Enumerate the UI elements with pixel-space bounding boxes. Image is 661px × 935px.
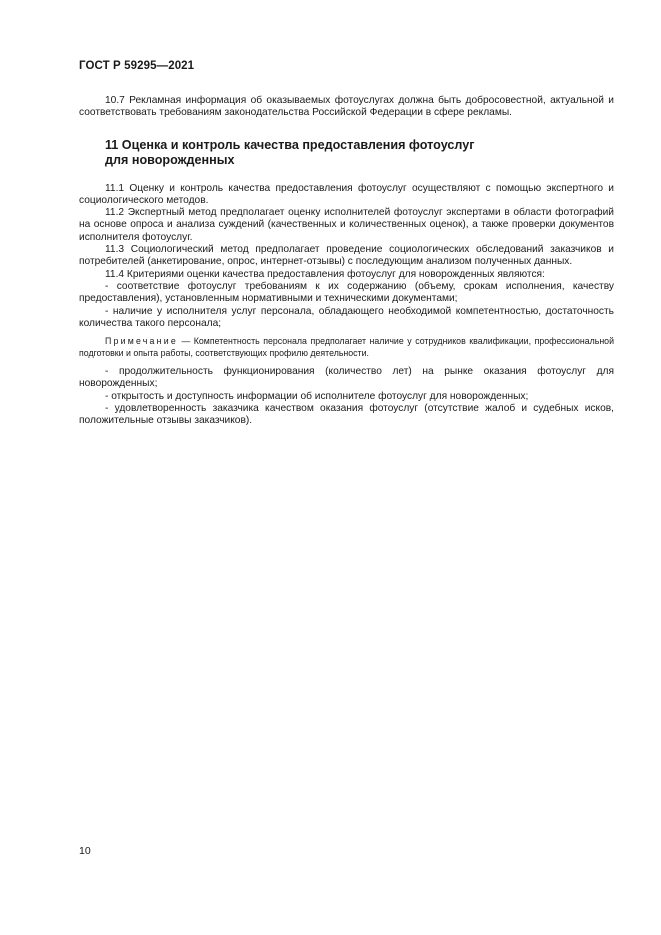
note <box>79 335 614 359</box>
paragraph-10-7: 10.7 Рекламная информация об оказываемых фотоуслугах должна быть добросовестной, актуальной и соответствовать требованиям законодательства Российской Федерации в сфере рекламы. <box>79 95 614 119</box>
list-item-4: - открытость и доступность информации об исполнителе фотоуслуг для новорожденных; <box>105 390 529 402</box>
list-item-5: - удовлетворенность заказчика качеством оказания фотоуслуг (отсутствие жалоб и судебных исков, положительные отзывы заказчиков). <box>79 403 614 427</box>
page-number: 10 <box>79 845 91 857</box>
paragraph-11-3: 11.3 Социологический метод предполагает проведение социологических обследований заказчиков и потребителей (анкетирование, опрос, интернет-отзывы) с последующим анализом полученных данных. <box>79 244 614 268</box>
section-11-title-line2: для новорожденных <box>105 153 235 168</box>
section-11-title <box>105 138 614 169</box>
note-label: Примечание <box>105 336 178 347</box>
paragraph-11-4: 11.4 Критериями оценки качества предоставления фотоуслуг для новорожденных являются: <box>105 268 545 280</box>
paragraph-11-2: 11.2 Экспертный метод предполагает оценку исполнителей фотоуслуг экспертами в области фотографий на основе опроса и анализа суждений (качественных и количественных оценок), а также проверки документов исполнителя фотоуслуг. <box>79 207 614 243</box>
note-text: — Компетентность персонала предполагает наличие у сотрудников квалификации, профессиональной подготовки и опыта работы, соответствующих профилю деятельности. <box>79 336 614 359</box>
list-item-1: - соответствие фотоуслуг требованиям к их содержанию (объему, срокам исполнения, качеству предоставления), установленным нормативными и техническими документами; <box>79 280 614 305</box>
document-code: ГОСТ Р 59295—2021 <box>79 60 195 72</box>
list-item-3: - продолжительность функционирования (количество лет) на рынке оказания фотоуслуг для новорожденных; <box>79 366 614 390</box>
section-11-title-line1: 11 Оценка и контроль качества предоставления фотоуслуг <box>105 137 475 152</box>
list-item-2: - наличие у исполнителя услуг персонала, обладающего необходимой компетентностью, достаточность количества такого персонала; <box>79 305 614 329</box>
page-body <box>79 95 614 428</box>
paragraph-11-1: 11.1 Оценку и контроль качества предоставления фотоуслуг осуществляют с помощью экспертного и социологического методов. <box>79 182 614 206</box>
